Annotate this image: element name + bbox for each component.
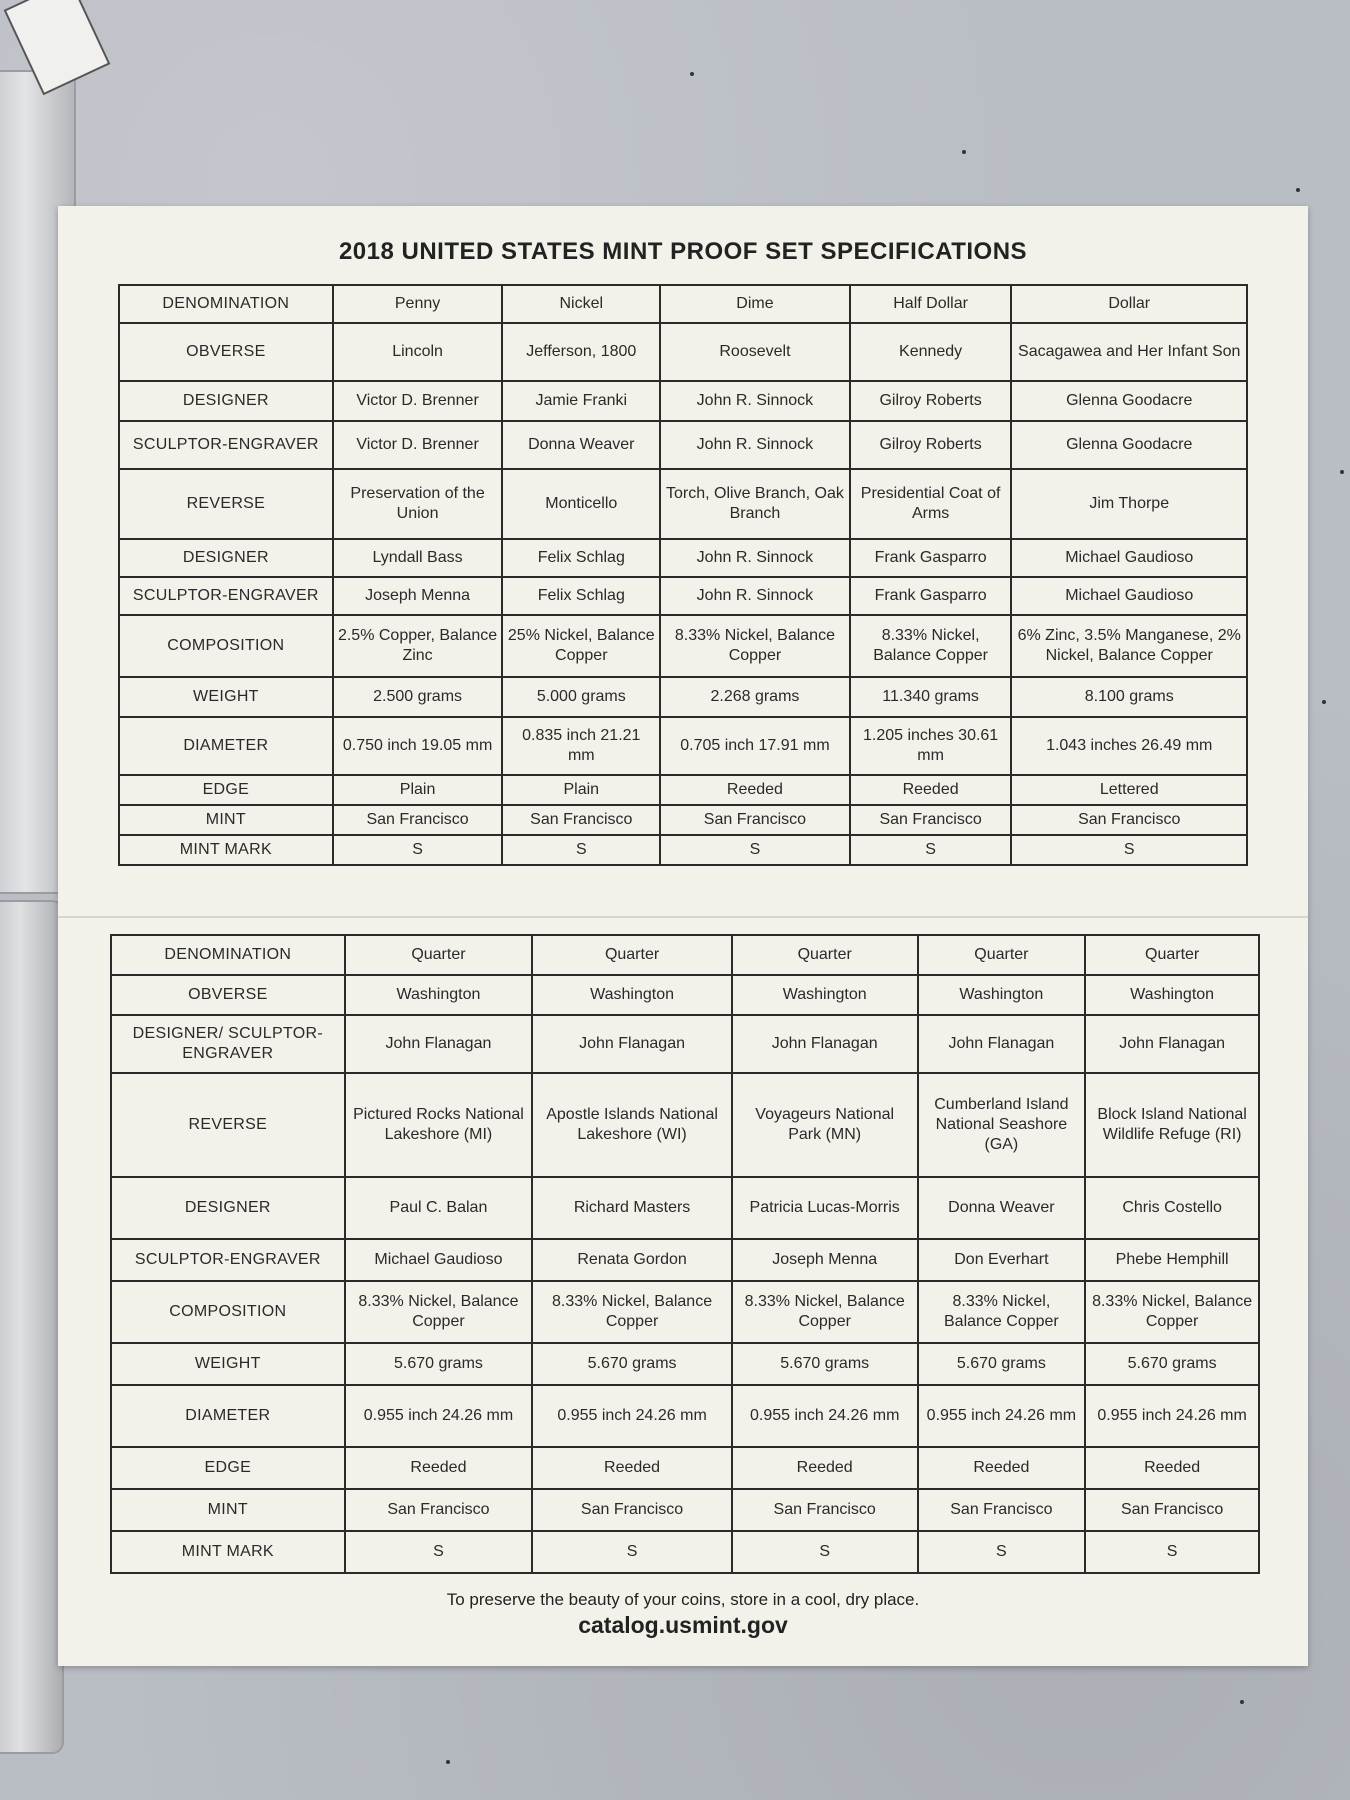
- table-cell: Reeded: [918, 1447, 1086, 1489]
- table-cell: Reeded: [532, 1447, 732, 1489]
- row-label: DESIGNER/ SCULPTOR-ENGRAVER: [111, 1015, 345, 1073]
- table-cell: Lincoln: [333, 323, 503, 381]
- table-cell: 5.000 grams: [502, 677, 660, 717]
- table-cell: 0.835 inch 21.21 mm: [502, 717, 660, 775]
- table-cell: Penny: [333, 285, 503, 323]
- table-row: [111, 1177, 1259, 1239]
- table-row: [119, 677, 1247, 717]
- table-cell: Pictured Rocks National Lakeshore (MI): [345, 1073, 533, 1177]
- table-cell: San Francisco: [732, 1489, 918, 1531]
- table-row: [111, 1385, 1259, 1447]
- row-label: MINT MARK: [119, 835, 333, 865]
- table-cell: Jefferson, 1800: [502, 323, 660, 381]
- table-cell: S: [1011, 835, 1247, 865]
- table-cell: S: [345, 1531, 533, 1573]
- row-label: DESIGNER: [111, 1177, 345, 1239]
- table-cell: 8.33% Nickel, Balance Copper: [660, 615, 850, 677]
- row-label: MINT: [119, 805, 333, 835]
- table-cell: John R. Sinnock: [660, 381, 850, 421]
- table-cell: Plain: [333, 775, 503, 805]
- row-label: SCULPTOR-ENGRAVER: [119, 421, 333, 469]
- table-cell: Quarter: [1085, 935, 1259, 975]
- table-cell: 8.33% Nickel, Balance Copper: [345, 1281, 533, 1343]
- table-cell: John R. Sinnock: [660, 539, 850, 577]
- table-row: [111, 1015, 1259, 1073]
- table-cell: 11.340 grams: [850, 677, 1012, 717]
- table-cell: Monticello: [502, 469, 660, 539]
- row-label: REVERSE: [119, 469, 333, 539]
- table-cell: 5.670 grams: [1085, 1343, 1259, 1385]
- table-row: [119, 835, 1247, 865]
- table-cell: S: [918, 1531, 1086, 1573]
- table-cell: Reeded: [850, 775, 1012, 805]
- table-cell: Lettered: [1011, 775, 1247, 805]
- table-cell: 6% Zinc, 3.5% Manganese, 2% Nickel, Balance Copper: [1011, 615, 1247, 677]
- table-cell: Richard Masters: [532, 1177, 732, 1239]
- row-label: SCULPTOR-ENGRAVER: [119, 577, 333, 615]
- table-cell: Chris Costello: [1085, 1177, 1259, 1239]
- table-row: [119, 775, 1247, 805]
- row-label: EDGE: [119, 775, 333, 805]
- row-label: DESIGNER: [119, 539, 333, 577]
- table-cell: 8.33% Nickel, Balance Copper: [532, 1281, 732, 1343]
- table-cell: John R. Sinnock: [660, 577, 850, 615]
- table-cell: 8.33% Nickel, Balance Copper: [918, 1281, 1086, 1343]
- table-cell: John R. Sinnock: [660, 421, 850, 469]
- table-cell: 8.100 grams: [1011, 677, 1247, 717]
- table-row: [111, 1073, 1259, 1177]
- table-cell: Jamie Franki: [502, 381, 660, 421]
- table-cell: Lyndall Bass: [333, 539, 503, 577]
- table-cell: 25% Nickel, Balance Copper: [502, 615, 660, 677]
- table-cell: Felix Schlag: [502, 577, 660, 615]
- surface-speck: [690, 72, 694, 76]
- table-cell: 1.205 inches 30.61 mm: [850, 717, 1012, 775]
- table-cell: Dime: [660, 285, 850, 323]
- table-cell: 0.705 inch 17.91 mm: [660, 717, 850, 775]
- row-label: DIAMETER: [119, 717, 333, 775]
- table-cell: John Flanagan: [532, 1015, 732, 1073]
- page-title: 2018 UNITED STATES MINT PROOF SET SPECIFICATIONS: [338, 238, 1028, 265]
- table-cell: San Francisco: [850, 805, 1012, 835]
- surface-speck: [1340, 470, 1344, 474]
- spec-table-bottom: [110, 934, 1260, 1574]
- table-cell: San Francisco: [502, 805, 660, 835]
- table-cell: S: [502, 835, 660, 865]
- table-cell: Donna Weaver: [918, 1177, 1086, 1239]
- table-cell: Washington: [345, 975, 533, 1015]
- table-cell: Presidential Coat of Arms: [850, 469, 1012, 539]
- table-cell: Felix Schlag: [502, 539, 660, 577]
- spec-card: [58, 206, 1308, 1666]
- table-cell: 0.955 inch 24.26 mm: [918, 1385, 1086, 1447]
- table-cell: Reeded: [660, 775, 850, 805]
- table-cell: Apostle Islands National Lakeshore (WI): [532, 1073, 732, 1177]
- table-cell: San Francisco: [1011, 805, 1247, 835]
- table-cell: Nickel: [502, 285, 660, 323]
- row-label: EDGE: [111, 1447, 345, 1489]
- table-row: [119, 717, 1247, 775]
- table-cell: Frank Gasparro: [850, 577, 1012, 615]
- table-cell: Quarter: [732, 935, 918, 975]
- table-row: [111, 935, 1259, 975]
- table-cell: S: [850, 835, 1012, 865]
- table-row: [111, 975, 1259, 1015]
- table-cell: Preservation of the Union: [333, 469, 503, 539]
- table-cell: Washington: [732, 975, 918, 1015]
- table-cell: Cumberland Island National Seashore (GA): [918, 1073, 1086, 1177]
- table-cell: Voyageurs National Park (MN): [732, 1073, 918, 1177]
- row-label: DESIGNER: [119, 381, 333, 421]
- table-row: [111, 1281, 1259, 1343]
- table-cell: Block Island National Wildlife Refuge (RI): [1085, 1073, 1259, 1177]
- table-cell: Sacagawea and Her Infant Son: [1011, 323, 1247, 381]
- row-label: SCULPTOR-ENGRAVER: [111, 1239, 345, 1281]
- table-cell: Joseph Menna: [333, 577, 503, 615]
- coin-case-bottom: [0, 900, 64, 1754]
- table-cell: 8.33% Nickel, Balance Copper: [1085, 1281, 1259, 1343]
- row-label: MINT MARK: [111, 1531, 345, 1573]
- table-cell: 8.33% Nickel, Balance Copper: [850, 615, 1012, 677]
- table-cell: Paul C. Balan: [345, 1177, 533, 1239]
- row-label: WEIGHT: [119, 677, 333, 717]
- table-cell: Half Dollar: [850, 285, 1012, 323]
- table-cell: Washington: [918, 975, 1086, 1015]
- table-cell: 5.670 grams: [732, 1343, 918, 1385]
- table-cell: Gilroy Roberts: [850, 421, 1012, 469]
- table-cell: Roosevelt: [660, 323, 850, 381]
- table-cell: S: [333, 835, 503, 865]
- table-cell: San Francisco: [345, 1489, 533, 1531]
- spec-table-top: [118, 284, 1248, 866]
- table-cell: Michael Gaudioso: [1011, 539, 1247, 577]
- table-cell: 1.043 inches 26.49 mm: [1011, 717, 1247, 775]
- row-label: MINT: [111, 1489, 345, 1531]
- table-cell: Victor D. Brenner: [333, 381, 503, 421]
- table-cell: Donna Weaver: [502, 421, 660, 469]
- table-cell: Phebe Hemphill: [1085, 1239, 1259, 1281]
- table-cell: Don Everhart: [918, 1239, 1086, 1281]
- table-row: [111, 1343, 1259, 1385]
- table-cell: Plain: [502, 775, 660, 805]
- table-row: [119, 805, 1247, 835]
- table-cell: San Francisco: [660, 805, 850, 835]
- table-cell: 5.670 grams: [918, 1343, 1086, 1385]
- table-cell: Victor D. Brenner: [333, 421, 503, 469]
- table-cell: Jim Thorpe: [1011, 469, 1247, 539]
- table-cell: 2.268 grams: [660, 677, 850, 717]
- table-row: [119, 539, 1247, 577]
- row-label: OBVERSE: [119, 323, 333, 381]
- table-cell: Dollar: [1011, 285, 1247, 323]
- table-cell: Quarter: [532, 935, 732, 975]
- row-label: WEIGHT: [111, 1343, 345, 1385]
- row-label: DIAMETER: [111, 1385, 345, 1447]
- table-cell: John Flanagan: [918, 1015, 1086, 1073]
- table-cell: San Francisco: [333, 805, 503, 835]
- table-row: [111, 1239, 1259, 1281]
- table-cell: San Francisco: [532, 1489, 732, 1531]
- table-row: [119, 577, 1247, 615]
- table-cell: Quarter: [918, 935, 1086, 975]
- table-cell: Gilroy Roberts: [850, 381, 1012, 421]
- table-cell: Patricia Lucas-Morris: [732, 1177, 918, 1239]
- table-cell: Torch, Olive Branch, Oak Branch: [660, 469, 850, 539]
- table-cell: San Francisco: [918, 1489, 1086, 1531]
- table-row: [111, 1447, 1259, 1489]
- table-cell: 0.750 inch 19.05 mm: [333, 717, 503, 775]
- table-cell: Reeded: [1085, 1447, 1259, 1489]
- row-label: COMPOSITION: [119, 615, 333, 677]
- table-cell: Frank Gasparro: [850, 539, 1012, 577]
- table-cell: Quarter: [345, 935, 533, 975]
- table-cell: 5.670 grams: [532, 1343, 732, 1385]
- catalog-url: catalog.usmint.gov: [578, 1612, 788, 1638]
- table-cell: John Flanagan: [345, 1015, 533, 1073]
- table-cell: 0.955 inch 24.26 mm: [532, 1385, 732, 1447]
- table-cell: San Francisco: [1085, 1489, 1259, 1531]
- table-row: [111, 1531, 1259, 1573]
- table-cell: John Flanagan: [1085, 1015, 1259, 1073]
- table-cell: 0.955 inch 24.26 mm: [732, 1385, 918, 1447]
- table-row: [119, 421, 1247, 469]
- card-fold: [58, 916, 1308, 918]
- table-cell: 2.500 grams: [333, 677, 503, 717]
- row-label: DENOMINATION: [111, 935, 345, 975]
- table-cell: 0.955 inch 24.26 mm: [345, 1385, 533, 1447]
- table-cell: Glenna Goodacre: [1011, 381, 1247, 421]
- table-cell: Michael Gaudioso: [345, 1239, 533, 1281]
- surface-speck: [962, 150, 966, 154]
- surface-speck: [1296, 188, 1300, 192]
- table-row: [111, 1489, 1259, 1531]
- table-cell: Joseph Menna: [732, 1239, 918, 1281]
- table-row: [119, 381, 1247, 421]
- table-cell: S: [732, 1531, 918, 1573]
- surface-speck: [446, 1760, 450, 1764]
- row-label: COMPOSITION: [111, 1281, 345, 1343]
- table-row: [119, 469, 1247, 539]
- table-cell: S: [532, 1531, 732, 1573]
- row-label: DENOMINATION: [119, 285, 333, 323]
- table-cell: S: [660, 835, 850, 865]
- table-cell: 8.33% Nickel, Balance Copper: [732, 1281, 918, 1343]
- table-cell: Michael Gaudioso: [1011, 577, 1247, 615]
- table-cell: Washington: [532, 975, 732, 1015]
- table-cell: 5.670 grams: [345, 1343, 533, 1385]
- table-row: [119, 323, 1247, 381]
- table-cell: Glenna Goodacre: [1011, 421, 1247, 469]
- table-cell: 0.955 inch 24.26 mm: [1085, 1385, 1259, 1447]
- table-cell: Kennedy: [850, 323, 1012, 381]
- surface-speck: [1240, 1700, 1244, 1704]
- table-cell: S: [1085, 1531, 1259, 1573]
- table-cell: Reeded: [345, 1447, 533, 1489]
- table-cell: Washington: [1085, 975, 1259, 1015]
- storage-note: To preserve the beauty of your coins, store in a cool, dry place.: [446, 1590, 920, 1609]
- table-row: [119, 615, 1247, 677]
- surface-speck: [1322, 700, 1326, 704]
- table-cell: 2.5% Copper, Balance Zinc: [333, 615, 503, 677]
- table-cell: Renata Gordon: [532, 1239, 732, 1281]
- table-cell: Reeded: [732, 1447, 918, 1489]
- table-cell: John Flanagan: [732, 1015, 918, 1073]
- row-label: OBVERSE: [111, 975, 345, 1015]
- table-row: [119, 285, 1247, 323]
- row-label: REVERSE: [111, 1073, 345, 1177]
